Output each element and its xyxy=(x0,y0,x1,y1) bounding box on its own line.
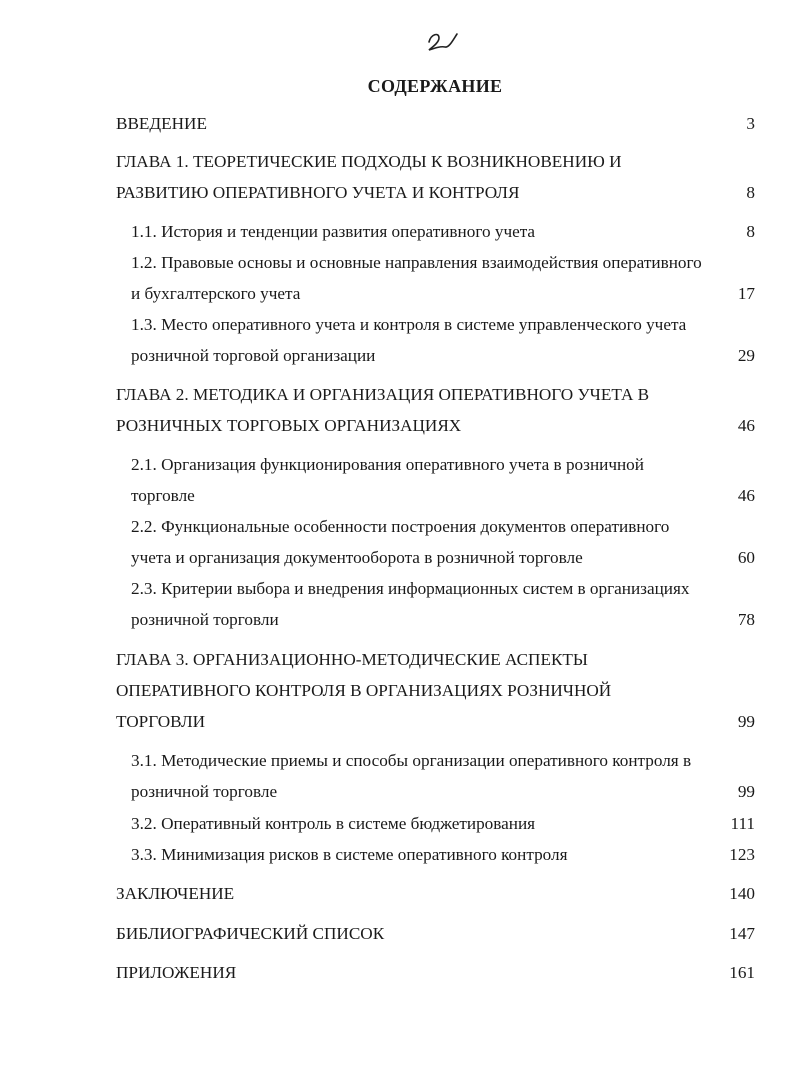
toc-page-introduction: 3 xyxy=(746,114,755,133)
toc-entry-section-1-3[interactable]: 1.3. Место оперативного учета и контроля в системе управленческого учета xyxy=(131,315,687,334)
toc-page-chapter-3: 99 xyxy=(737,712,755,731)
toc-entry-chapter-1[interactable]: ГЛАВА 1. ТЕОРЕТИЧЕСКИЕ ПОДХОДЫ К ВОЗНИКНОВЕНИЮ И xyxy=(116,152,622,171)
toc-entry-section-3-3[interactable]: 3.3. Минимизация рисков в системе оперативного контроля xyxy=(131,845,568,864)
toc-entry-section-2-3[interactable]: 2.3. Критерии выбора и внедрения информационных систем в организациях xyxy=(131,579,690,598)
toc-entry-chapter-3[interactable]: ГЛАВА 3. ОРГАНИЗАЦИОННО-МЕТОДИЧЕСКИЕ АСПЕКТЫ xyxy=(116,650,588,669)
toc-entry-conclusion[interactable]: ЗАКЛЮЧЕНИЕ xyxy=(116,884,235,903)
toc-entry-section-1-3-cont[interactable]: розничной торговой организации xyxy=(131,346,376,365)
toc-page-chapter-2: 46 xyxy=(737,416,755,435)
toc-page-bibliography: 147 xyxy=(729,924,755,943)
toc-entry-chapter-1-cont[interactable]: РАЗВИТИЮ ОПЕРАТИВНОГО УЧЕТА И КОНТРОЛЯ xyxy=(116,183,520,202)
toc-entry-chapter-3-cont[interactable]: ОПЕРАТИВНОГО КОНТРОЛЯ В ОРГАНИЗАЦИЯХ РОЗНИЧНОЙ xyxy=(116,681,612,700)
toc-entry-section-2-2[interactable]: 2.2. Функциональные особенности построения документов оперативного xyxy=(131,517,670,536)
toc-page-section-2-2: 60 xyxy=(737,548,755,567)
toc-entry-section-1-2-cont[interactable]: и бухгалтерского учета xyxy=(131,284,301,303)
toc-page-section-2-3: 78 xyxy=(737,610,755,629)
toc-entry-appendices[interactable]: ПРИЛОЖЕНИЯ xyxy=(116,963,237,982)
toc-page-section-1-1: 8 xyxy=(746,222,755,241)
toc-page-section-3-2: 111 xyxy=(730,814,755,833)
toc-entry-section-2-2-cont[interactable]: учета и организация документооборота в розничной торговле xyxy=(131,548,583,567)
handwritten-page-number xyxy=(425,28,461,54)
toc-entry-section-2-3-cont[interactable]: розничной торговли xyxy=(131,610,279,629)
toc-entry-chapter-3-cont-2[interactable]: ТОРГОВЛИ xyxy=(116,712,206,731)
toc-page-section-3-3: 123 xyxy=(729,845,755,864)
toc-page-section-1-3: 29 xyxy=(737,346,755,365)
toc-page-section-1-2: 17 xyxy=(737,284,755,303)
toc-page-appendices: 161 xyxy=(729,963,755,982)
toc-entry-section-2-1[interactable]: 2.1. Организация функционирования оперативного учета в розничной xyxy=(131,455,644,474)
toc-page-section-2-1: 46 xyxy=(737,486,755,505)
toc-entry-chapter-2[interactable]: ГЛАВА 2. МЕТОДИКА И ОРГАНИЗАЦИЯ ОПЕРАТИВНОГО УЧЕТА В xyxy=(116,385,650,404)
toc-entry-introduction[interactable]: ВВЕДЕНИЕ xyxy=(116,114,207,133)
toc-title: СОДЕРЖАНИЕ xyxy=(367,76,503,96)
toc-entry-chapter-2-cont[interactable]: РОЗНИЧНЫХ ТОРГОВЫХ ОРГАНИЗАЦИЯХ xyxy=(116,416,462,435)
toc-page-section-3-1: 99 xyxy=(737,782,755,801)
toc-entry-section-2-1-cont[interactable]: торговле xyxy=(131,486,195,505)
toc-entry-section-3-2[interactable]: 3.2. Оперативный контроль в системе бюджетирования xyxy=(131,814,536,833)
toc-entry-bibliography[interactable]: БИБЛИОГРАФИЧЕСКИЙ СПИСОК xyxy=(116,924,385,943)
toc-page-conclusion: 140 xyxy=(729,884,755,903)
toc-entry-section-1-1[interactable]: 1.1. История и тенденции развития оперативного учета xyxy=(131,222,536,241)
toc-entry-section-3-1-cont[interactable]: розничной торговле xyxy=(131,782,278,801)
toc-entry-section-1-2[interactable]: 1.2. Правовые основы и основные направления взаимодействия оперативного xyxy=(131,253,702,272)
toc-page-chapter-1: 8 xyxy=(746,183,755,202)
toc-entry-section-3-1[interactable]: 3.1. Методические приемы и способы организации оперативного контроля в xyxy=(131,751,692,770)
